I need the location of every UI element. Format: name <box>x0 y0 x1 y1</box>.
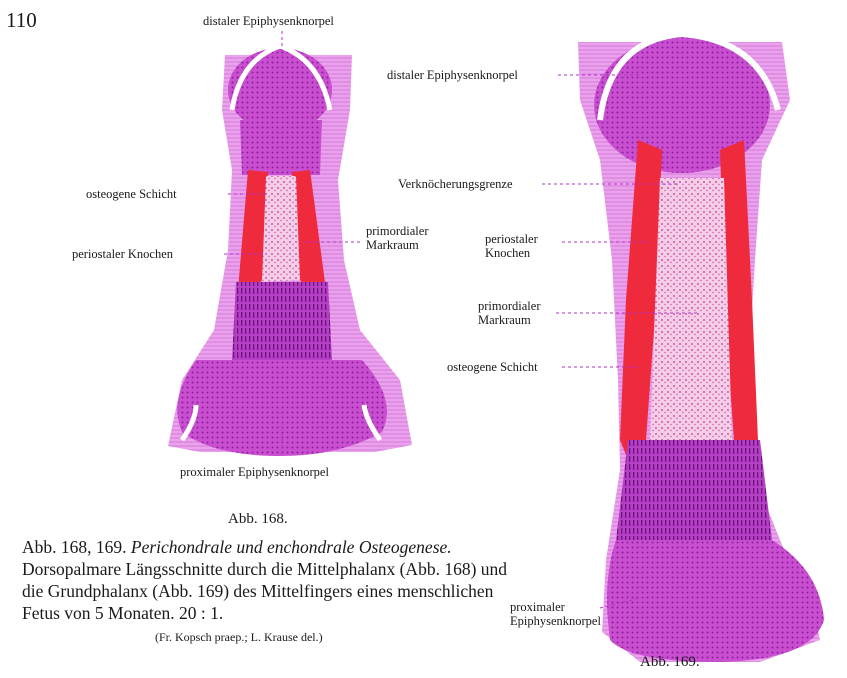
label-169-periostaler: periostaler Knochen <box>485 232 538 260</box>
label-168-proximal: proximaler Epiphysenknorpel <box>180 465 329 479</box>
figure-168-label: Abb. 168. <box>228 511 288 527</box>
label-169-osteogene: osteogene Schicht <box>447 360 538 374</box>
label-169-grenze: Verknöcherungsgrenze <box>398 177 513 191</box>
label-168-periostaler: periostaler Knochen <box>72 247 174 261</box>
figure-169-label: Abb. 169. <box>640 654 700 670</box>
page-number: 110 <box>6 8 37 32</box>
label-169-proximal: proximaler Epiphysenknorpel <box>510 600 601 628</box>
label-169-markraum: primordialer Markraum <box>478 299 541 327</box>
label-168-distal: distaler Epiphysenknorpel <box>203 14 334 28</box>
caption-title: Perichondrale und enchondrale Osteogenese. <box>130 537 452 557</box>
label-168-osteogene: osteogene Schicht <box>86 187 177 201</box>
label-168-markraum: primordialer Markraum <box>366 224 429 252</box>
label-169-distal: distaler Epiphysenknorpel <box>387 68 518 82</box>
caption-credit: (Fr. Kopsch praep.; L. Krause del.) <box>155 630 323 644</box>
figure-caption <box>22 536 512 624</box>
caption-body: Dorsopalmare Längsschnitte durch die Mittelphalanx (Abb. 168) und die Grundphalanx (Abb. 169) des Mittelfingers eines menschlichen Fetus von 5 Monaten. 20 : 1. <box>22 559 508 623</box>
caption-prefix: Abb. 168, 169. <box>22 537 127 557</box>
